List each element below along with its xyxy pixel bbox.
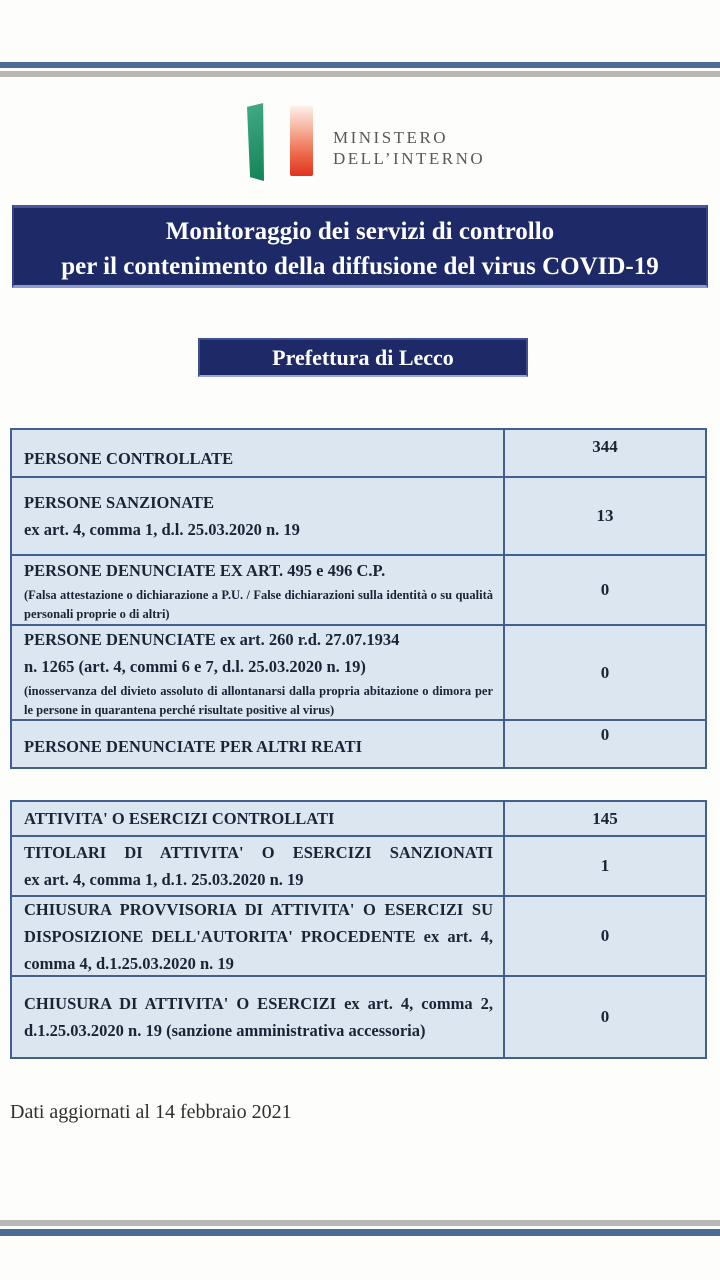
top-gray-rule: [0, 71, 720, 77]
table-row: [12, 802, 705, 835]
row-sub: ex art. 4, comma 1, d.1. 25.03.2020 n. 19: [24, 870, 304, 889]
row-value: 0: [600, 725, 610, 744]
table-row: [12, 476, 705, 554]
row-label: PERSONE DENUNCIATE ex art. 260 r.d. 27.07.1934: [24, 629, 400, 649]
activities-table: [10, 800, 707, 1059]
top-blue-rule: [0, 62, 720, 68]
row-label: PERSONE DENUNCIATE PER ALTRI REATI: [24, 737, 363, 756]
row-label: PERSONE DENUNCIATE EX ART. 495 e 496 C.P.: [24, 560, 386, 580]
table-row: [12, 554, 705, 624]
row-note: (inosservanza del divieto assoluto di allontanarsi dalla propria abitazione o dimora per le persone in quarantena perché risultate positive al virus): [24, 683, 493, 717]
row-value-cell: [505, 721, 705, 767]
row-value-cell: [505, 802, 705, 835]
row-label-cell: [12, 556, 505, 624]
row-value: 0: [600, 926, 610, 945]
row-note: (Falsa attestazione o dichiarazione a P.U. / False dichiarazioni sulla identità o su qualità personali proprie o di altri): [24, 587, 493, 621]
italian-flag-green-icon: [247, 103, 264, 181]
table-row: [12, 895, 705, 975]
row-label: TITOLARI DI ATTIVITA' O ESERCIZI SANZIONATI: [24, 843, 493, 862]
table-row: [12, 430, 705, 476]
row-label2: n. 1265 (art. 4, commi 6 e 7, d.l. 25.03.2020 n. 19): [24, 656, 366, 676]
row-sub: ex art. 4, comma 1, d.l. 25.03.2020 n. 19: [24, 520, 300, 539]
bottom-gray-rule: [0, 1220, 720, 1226]
row-label-cell: [12, 721, 505, 767]
row-label: PERSONE CONTROLLATE: [24, 449, 234, 468]
row-value: 344: [592, 437, 618, 456]
row-value: 0: [600, 662, 610, 682]
row-label: CHIUSURA DI ATTIVITA' O ESERCIZI ex art. 4, comma 2, d.1.25.03.2020 n. 19 (sanzione amministrativa accessoria): [24, 994, 493, 1040]
row-value: 1: [600, 856, 610, 875]
title-banner: [12, 205, 708, 288]
prefettura-banner: Prefettura di Lecco: [198, 338, 528, 377]
persons-table: [10, 428, 707, 769]
row-value-cell: [505, 626, 705, 719]
row-label: CHIUSURA PROVVISORIA DI ATTIVITA' O ESERCIZI SU DISPOSIZIONE DELL'AUTORITA' PROCEDENTE ex art. 4, comma 4, d.1.25.03.2020 n. 19: [24, 899, 493, 973]
row-label-cell: [12, 802, 505, 835]
row-value-cell: [505, 478, 705, 554]
row-value-cell: [505, 897, 705, 975]
row-label-cell: [12, 837, 505, 895]
row-value-cell: [505, 430, 705, 476]
row-label: ATTIVITA' O ESERCIZI CONTROLLATI: [24, 809, 335, 828]
row-value-cell: [505, 556, 705, 624]
title-banner-line1: Monitoraggio dei servizi di controllo: [165, 218, 555, 245]
row-label-cell: [12, 478, 505, 554]
row-label-cell: [12, 977, 505, 1057]
row-value: 0: [600, 1007, 610, 1026]
row-value: 0: [600, 580, 610, 599]
row-label: PERSONE SANZIONATE: [24, 493, 214, 512]
table-row: [12, 719, 705, 767]
ministry-name: [333, 127, 485, 169]
italian-flag-red-icon: [290, 106, 313, 176]
row-value: 145: [592, 808, 618, 828]
row-label-cell: [12, 626, 505, 719]
ministry-name-line2: DELL’INTERNO: [333, 149, 486, 168]
bottom-blue-rule: [0, 1229, 720, 1236]
row-label-cell: [12, 897, 505, 975]
table-row: [12, 624, 705, 719]
title-banner-line2: per il contenimento della diffusione del virus COVID-19: [61, 253, 659, 280]
table-row: [12, 975, 705, 1057]
row-value-cell: [505, 977, 705, 1057]
data-updated-note: Dati aggiornati al 14 febbraio 2021: [10, 1101, 292, 1123]
ministry-name-line1: MINISTERO: [333, 128, 449, 147]
row-value-cell: [505, 837, 705, 895]
table-row: [12, 835, 705, 895]
row-label-cell: [12, 430, 505, 476]
row-value: 13: [596, 506, 614, 525]
